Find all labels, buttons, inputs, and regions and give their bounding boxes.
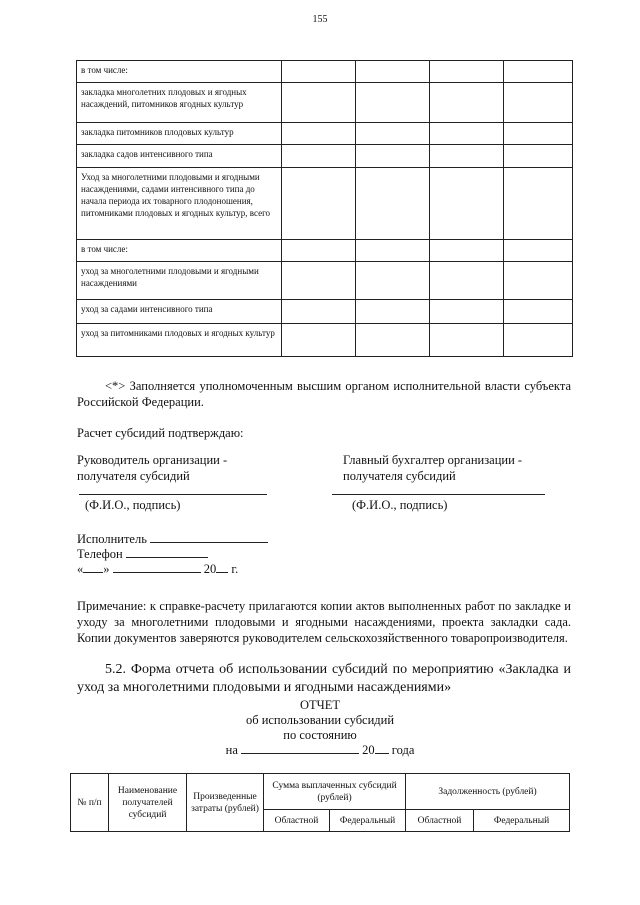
table-row [77, 168, 573, 240]
row-label: закладка питомников плодовых культур [77, 123, 282, 145]
row-label: уход за питомниками плодовых и ягодных культур [77, 324, 282, 357]
table-row [77, 240, 573, 262]
signature-right-caption: (Ф.И.О., подпись) [352, 498, 448, 512]
footnote: <*> Заполняется уполномоченным высшим органом исполнительной власти субъекта Российской Федерации. [77, 379, 571, 409]
report-date-field [241, 742, 359, 754]
month-field [113, 561, 201, 573]
day-field [83, 561, 103, 573]
table-row [77, 324, 573, 357]
signature-right-title: Главный бухгалтер организации - получателя субсидий [343, 453, 523, 483]
executor-field [150, 531, 268, 543]
header-regional: Областной [264, 810, 330, 832]
header-costs: Произведенные затраты (рублей) [187, 774, 264, 832]
page-number: 155 [312, 14, 328, 25]
header-federal-debt: Федеральный [474, 810, 570, 832]
table-row [77, 262, 573, 300]
subsidy-calculation-table [76, 60, 573, 357]
table-row [77, 145, 573, 168]
report-subtitle: об использовании субсидий [245, 713, 395, 727]
row-label: уход за многолетними плодовыми и ягодными насаждениями [77, 262, 282, 300]
header-recipients: Наименование получателей субсидий [109, 774, 187, 832]
header-paid-subsidies: Сумма выплаченных субсидий (рублей) [264, 774, 406, 810]
subsidy-report-table [70, 773, 570, 832]
row-label: закладка садов интенсивного типа [77, 145, 282, 168]
phone-field [126, 546, 208, 558]
row-label: уход за садами интенсивного типа [77, 300, 282, 324]
header-debt: Задолженность (рублей) [406, 774, 570, 810]
note: Примечание: к справке-расчету прилагаются копии актов выполненных работ по закладке и уходу за многолетними плодовыми и ягодными насаждениями, проекта закладки сада. Копии документов заверяются руководителем сельскохозяйственного товаропроизводителя. [77, 599, 571, 645]
signature-left-caption: (Ф.И.О., подпись) [85, 498, 181, 512]
signature-line-left [79, 494, 267, 495]
table-header-row [71, 774, 570, 810]
report-year-field [375, 742, 389, 754]
confirm-text: Расчет субсидий подтверждаю: [77, 426, 244, 440]
row-label: в том числе: [77, 61, 282, 83]
header-regional-debt: Областной [406, 810, 474, 832]
header-num: № п/п [71, 774, 109, 832]
report-date-line: на 20 года [225, 743, 415, 757]
executor-line [77, 531, 268, 547]
phone-line [77, 546, 208, 562]
row-label: в том числе: [77, 240, 282, 262]
report-subtitle-2: по состоянию [283, 728, 357, 742]
row-label: закладка многолетних плодовых и ягодных насаждений, питомников ягодных культур [77, 83, 282, 123]
signature-left-title: Руководитель организации - получателя субсидий [77, 453, 228, 483]
phone-label: Телефон [77, 547, 123, 561]
header-federal: Федеральный [330, 810, 406, 832]
table-row [77, 83, 573, 123]
report-title: ОТЧЕТ [299, 698, 341, 712]
signature-line-right [332, 494, 545, 495]
row-label: Уход за многолетними плодовыми и ягодными насаждениями, садами интенсивного типа до начала периода их товарного плодоношения, питомниками плодовых и ягодных культур, всего [77, 168, 282, 240]
year-field [216, 561, 228, 573]
section-heading: 5.2. Форма отчета об использовании субсидий по мероприятию «Закладка и уход за многолетними плодовыми и ягодными насаждениями» [77, 662, 571, 695]
table-row [77, 300, 573, 324]
executor-label: Исполнитель [77, 532, 147, 546]
date-line: « » 20 г. [77, 562, 239, 576]
table-row [77, 123, 573, 145]
table-row [77, 61, 573, 83]
